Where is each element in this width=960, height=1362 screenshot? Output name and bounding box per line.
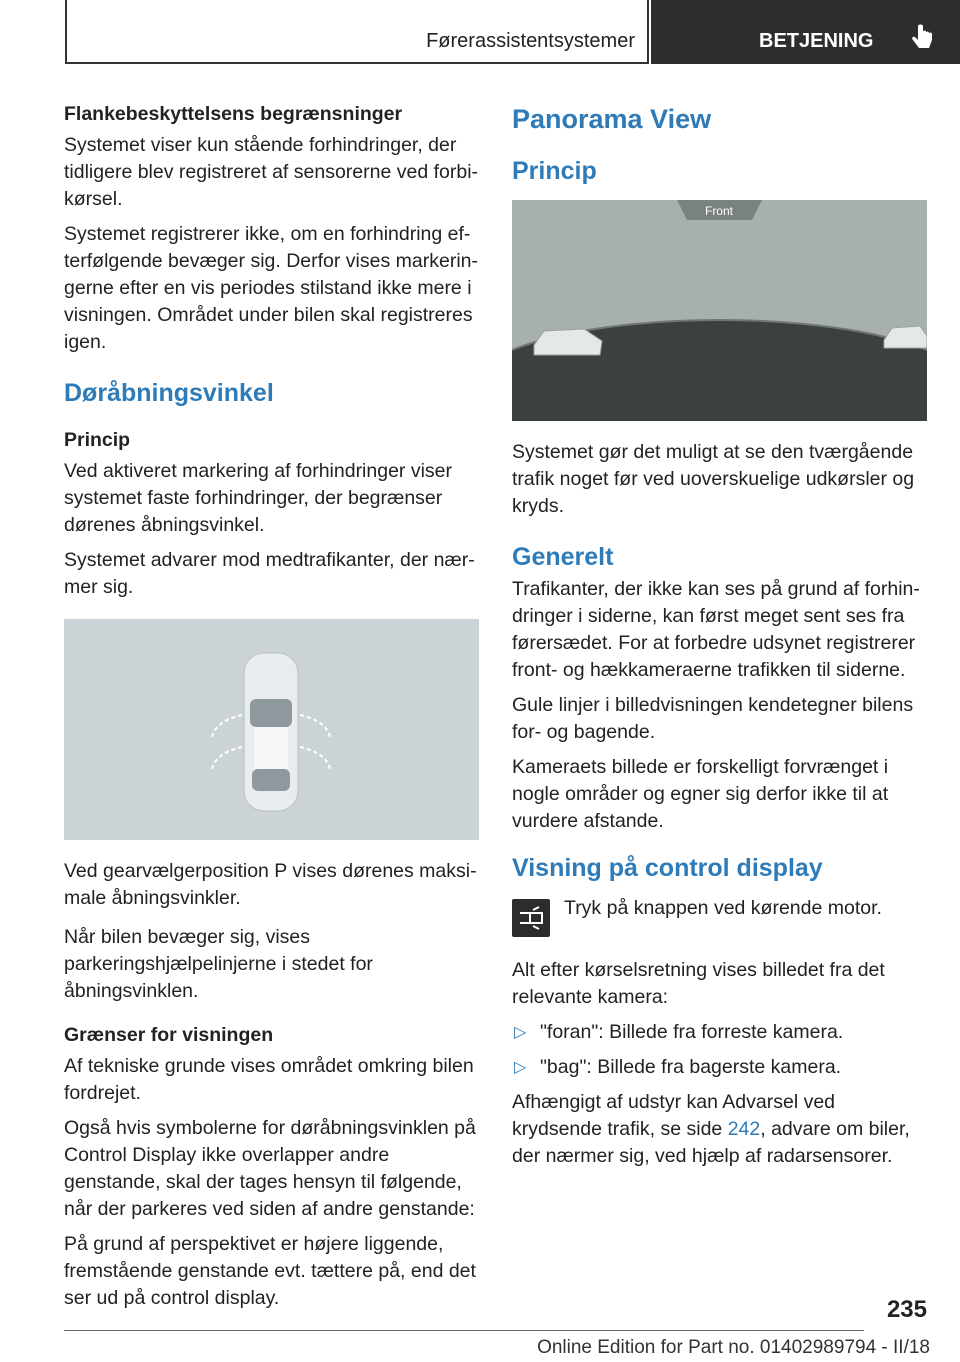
section-title: Førerassistentsystemer xyxy=(65,0,649,64)
paragraph: Når bilen bevæger sig, vises parkeringshjælpelinjerne i stedet for åbningsvinklen. xyxy=(64,926,373,1002)
front-label: Front xyxy=(704,204,734,218)
paragraph: Alt efter kørselsretning vises billedet fra det relevante kamera: xyxy=(512,959,885,1008)
heading-panorama-view: Panorama View xyxy=(512,104,712,134)
heading-general: Generelt xyxy=(512,543,614,571)
heading-display-limits: Grænser for visningen xyxy=(64,1024,274,1046)
camera-button-instruction xyxy=(512,895,927,947)
paragraph: Gule linjer i billedvisningen kendetegner bilens for- og bagende. xyxy=(512,694,914,743)
chapter-title: BETJENING xyxy=(759,30,874,52)
panorama-view-illustration xyxy=(512,200,927,421)
paragraph: Kameraets billede er forskelligt forvrænget i nogle områder og egner sig derfor ikke til at vurdere afstande. xyxy=(512,756,889,832)
footer-divider xyxy=(64,1330,864,1331)
paragraph: Systemet viser kun stående forhindringer, der tidligere blev registreret af sensorerne ved forbikørsel. xyxy=(64,134,479,210)
heading-princip-right: Princip xyxy=(512,157,597,185)
paragraph: Ved aktiveret markering af forhindringer viser systemet faste forhindringer, der begrænser dørenes åbningsvinkel. xyxy=(64,460,453,536)
heading-door-angle: Døråbningsvinkel xyxy=(64,379,274,407)
left-column xyxy=(64,100,479,1320)
paragraph: På grund af perspektivet er højere liggende, fremstående genstande evt. tættere på, end det ser ud på control display. xyxy=(64,1233,476,1309)
paragraph: Af tekniske grunde vises området omkring bilen fordrejet. xyxy=(64,1055,474,1104)
paragraph: Systemet gør det muligt at se den tværgående trafik noget før ved uoverskuelige udkørsler og kryds. xyxy=(512,441,915,517)
hand-pointer-icon xyxy=(911,24,933,54)
paragraph: Ved gearvælgerposition P vises dørenes maksimale åbningsvinkler. xyxy=(64,860,477,909)
camera-list xyxy=(512,1019,927,1081)
paragraph: Systemet registrerer ikke, om en forhindring efterfølgende bevæger sig. Derfor vises markeringerne efter en vis periodes stilstand ikke mere i visningen. Området under bilen skal registreres igen. xyxy=(64,223,478,353)
page-header xyxy=(65,0,960,64)
list-item: ▷ "bag": Billede fra bagerste kamera. xyxy=(512,1054,927,1081)
triangle-bullet-icon: ▷ xyxy=(514,1024,527,1041)
chapter-tab xyxy=(651,0,960,64)
right-column xyxy=(512,100,927,1178)
paragraph: Systemet advarer mod medtrafikanter, der nærmer sig. xyxy=(64,549,475,598)
door-angle-illustration xyxy=(64,619,479,840)
camera-button-icon xyxy=(512,899,550,937)
page-number: 235 xyxy=(886,1296,927,1323)
heading-flank-limits: Flankebeskyttelsens begrænsninger xyxy=(64,103,403,125)
paragraph: Trafikanter, der ikke kan ses på grund af forhindringer i siderne, kan først meget sent ses fra førersædet. For at forbedre udsynet registrerer front- og hækkameraerne trafikken til siderne. xyxy=(512,578,920,681)
button-instruction-text: Tryk på knappen ved kørende motor. xyxy=(564,897,882,919)
paragraph: Også hvis symbolerne for døråbningsvinklen på Control Display ikke overlapper andre genstande, skal der tages hensyn til følgende, når der parkeres ved siden af andre genstande: xyxy=(64,1117,476,1220)
list-item: ▷ "foran": Billede fra forreste kamera. xyxy=(512,1019,927,1046)
triangle-bullet-icon: ▷ xyxy=(514,1059,527,1076)
edition-note: Online Edition for Part no. 01402989794 - II/18 xyxy=(537,1337,930,1358)
heading-control-display: Visning på control display xyxy=(512,854,823,882)
page-link-242[interactable]: 242 xyxy=(727,1118,761,1140)
paragraph: Afhængigt af udstyr kan Advarsel ved krydsende trafik, se side 242, advare om biler, der nærmer sig, ved hjælp af radarsensorer. xyxy=(512,1091,910,1167)
heading-princip: Princip xyxy=(64,429,131,451)
